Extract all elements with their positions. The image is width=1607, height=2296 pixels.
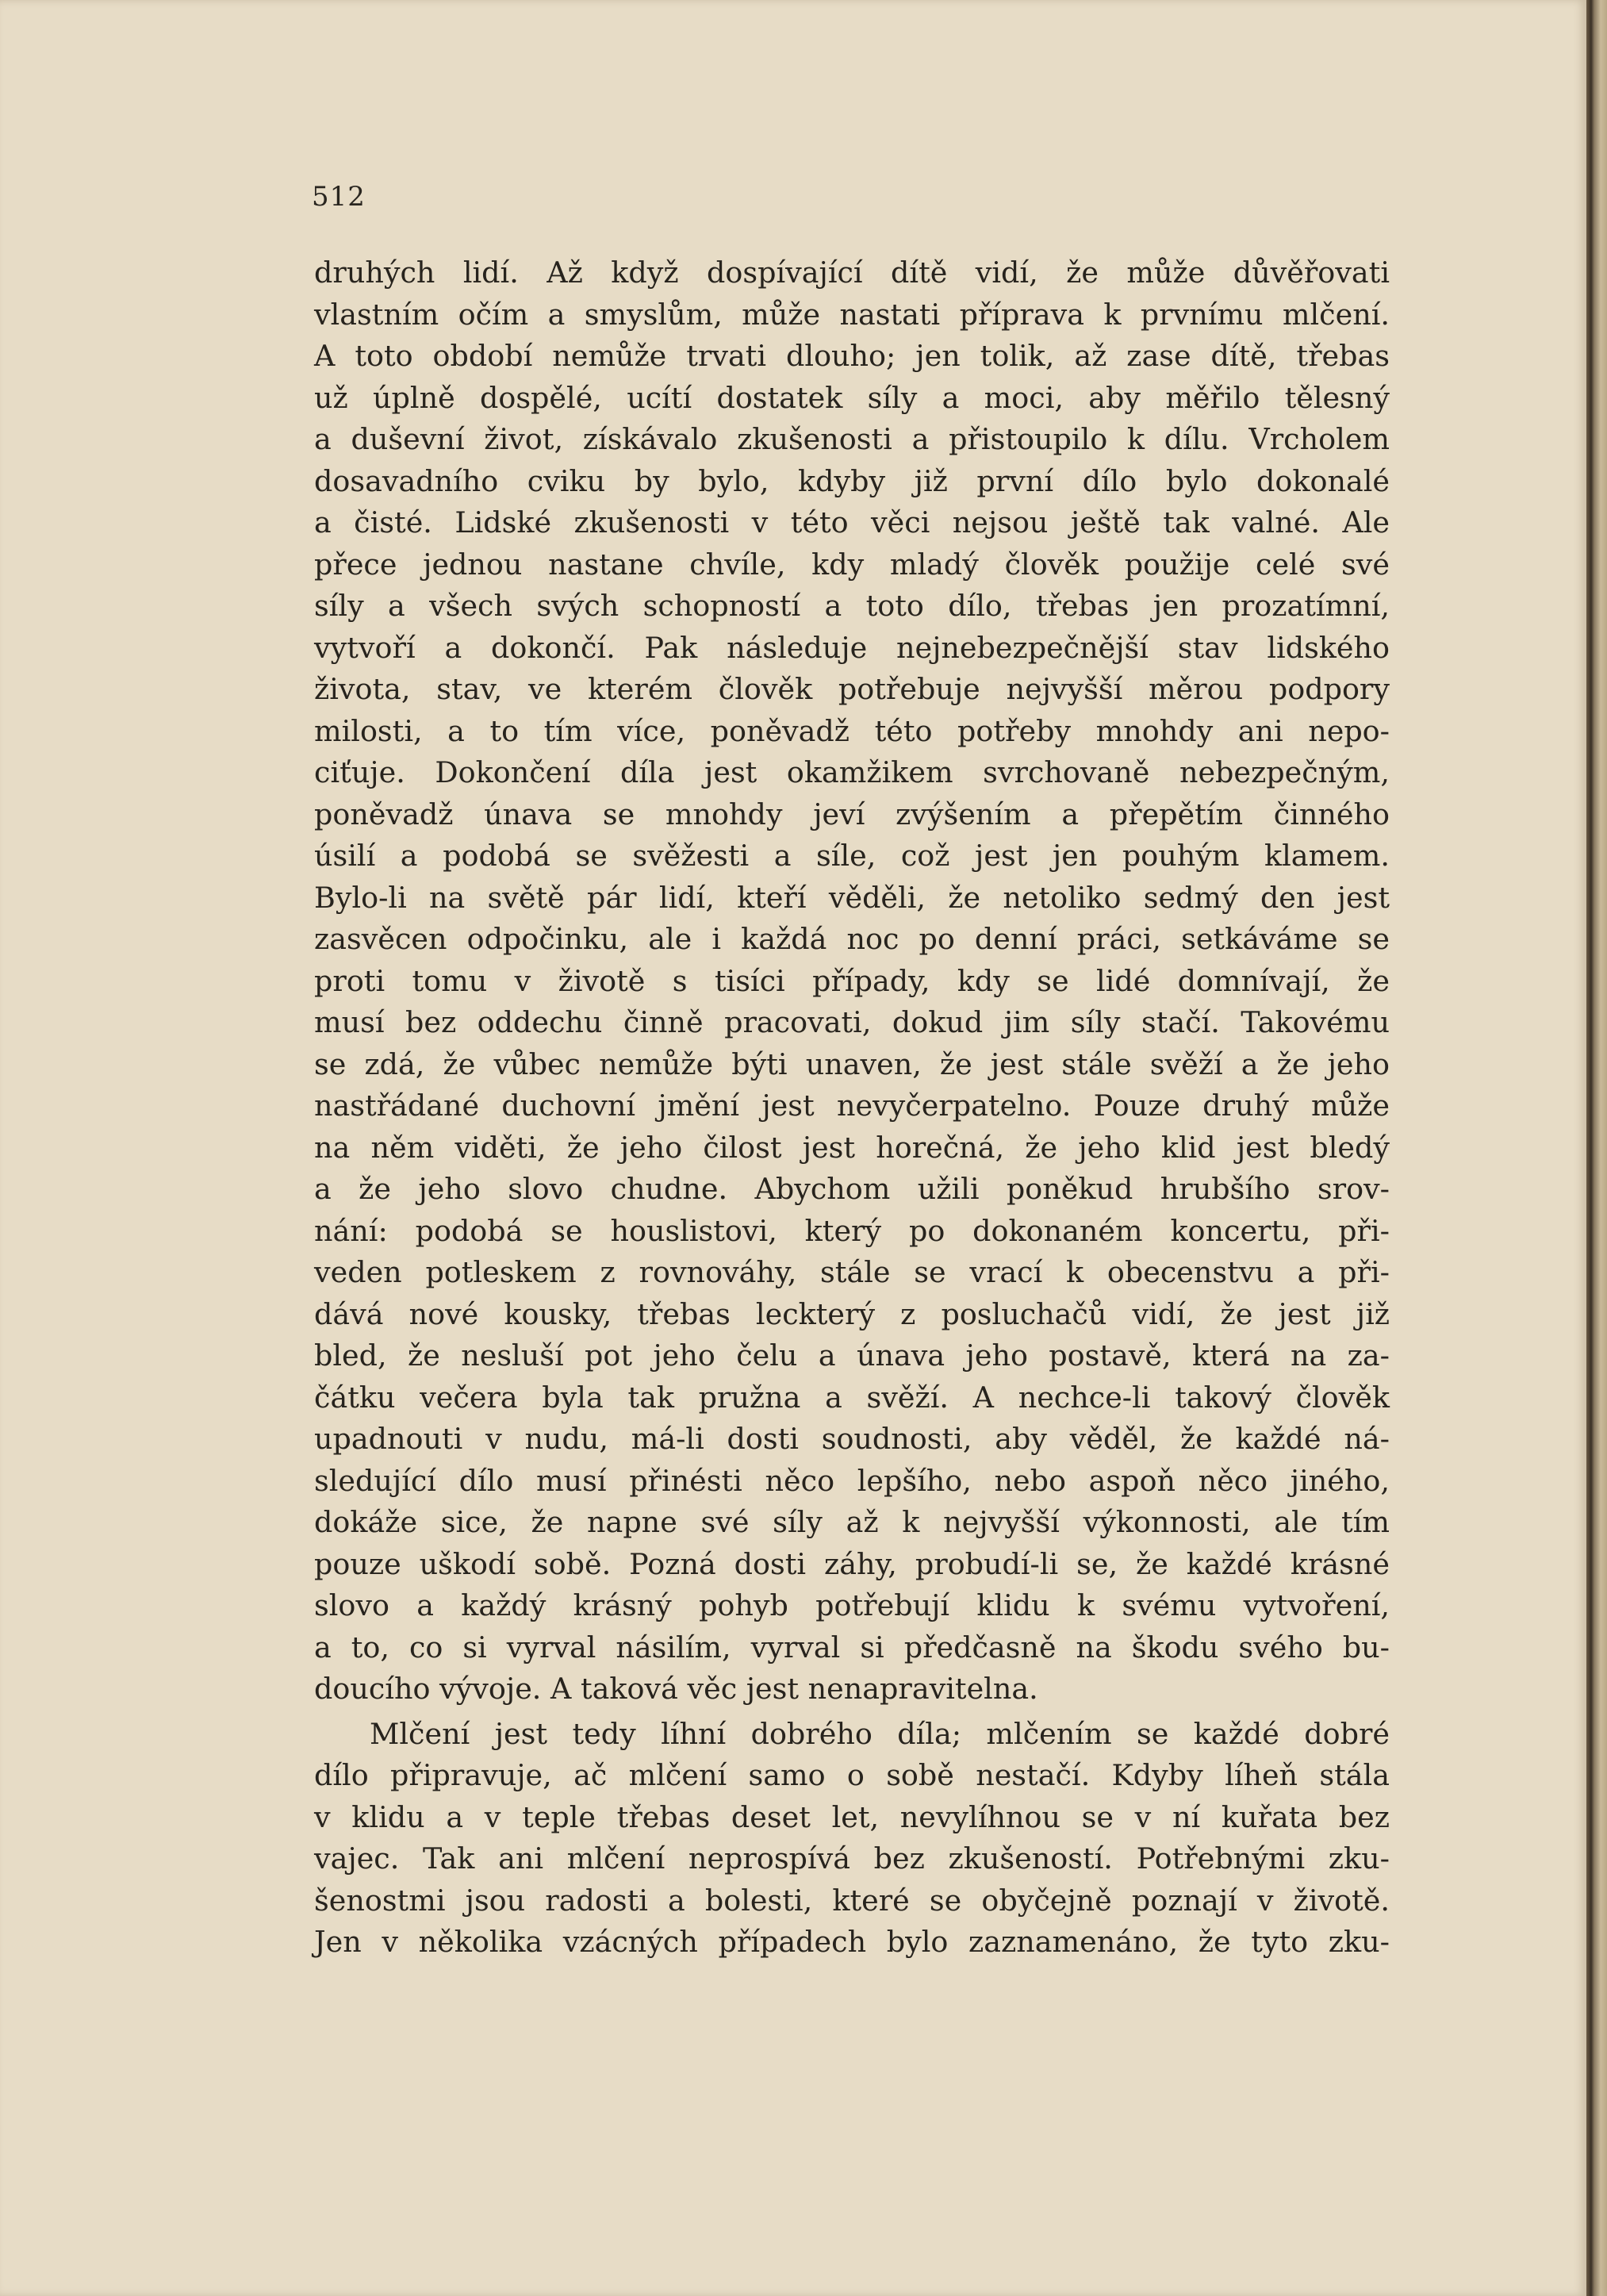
text-line: upadnouti v nudu, má-li dosti soudnosti, aby věděl, že každé ná- [314,1422,1390,1456]
text-line: pouze uškodí sobě. Pozná dosti záhy, probudí-li se, že každé krásné [314,1546,1390,1581]
text-line: Jen v několika vzácných případech bylo zaznamenáno, že tyto zku- [314,1925,1390,1959]
text-line: sledující dílo musí přinésti něco lepšího, nebo aspoň něco jiného, [314,1463,1390,1498]
text-line: síly a všech svých schopností a toto dílo, třebas jen prozatímní, [314,589,1390,623]
text-line: zasvěcen odpočinku, ale i každá noc po denní práci, setkáváme se [314,922,1390,956]
paragraph-first-line: Mlčení jest tedy líhní dobrého díla; mlčením se každé dobré [370,1716,1390,1751]
book-spine-edge [1586,0,1607,2296]
text-line: vlastním očím a smyslům, může nastati příprava k prvnímu mlčení. [314,297,1390,332]
text-line: dílo připravuje, ač mlčení samo o sobě nestačí. Kdyby líheň stála [314,1758,1390,1792]
text-line: poněvadž únava se mnohdy jeví zvýšením a přepětím činného [314,797,1390,831]
body-text [314,252,1390,1964]
text-line: ciťuje. Dokončení díla jest okamžikem svrchovaně nebezpečným, [314,755,1390,789]
text-line: šenostmi jsou radosti a bolesti, které se obyčejně poznají v životě. [314,1883,1390,1918]
text-line: druhých lidí. Až když dospívající dítě vidí, že může důvěřovati [314,255,1390,290]
text-line: musí bez oddechu činně pracovati, dokud jim síly stačí. Takovému [314,1005,1390,1039]
text-line: nání: podobá se houslistovi, který po dokonaném koncertu, při- [314,1213,1390,1248]
text-line: A toto období nemůže trvati dlouho; jen tolik, až zase dítě, třebas [314,339,1390,373]
page-number: 512 [312,181,366,213]
text-line: slovo a každý krásný pohyb potřebují klidu k svému vytvoření, [314,1588,1390,1622]
text-line: dosavadního cviku by bylo, kdyby již první dílo bylo dokonalé [314,463,1390,498]
text-line: a duševní život, získávalo zkušenosti a přistoupilo k dílu. Vrcholem [314,422,1390,456]
paragraph-last-line: doucího vývoje. A taková věc jest nenapravitelna. [314,1672,1038,1706]
text-line: na něm viděti, že jeho čilost jest horečná, že jeho klid jest bledý [314,1130,1390,1165]
text-line: čátku večera byla tak pružna a svěží. A nechce-li takový člověk [314,1380,1390,1415]
text-line: už úplně dospělé, ucítí dostatek síly a moci, aby měřilo tělesný [314,380,1390,415]
text-line: přece jednou nastane chvíle, kdy mladý člověk použije celé své [314,547,1390,582]
text-line: vajec. Tak ani mlčení neprospívá bez zkušeností. Potřebnými zku- [314,1841,1390,1876]
text-line: a to, co si vyrval násilím, vyrval si předčasně na škodu svého bu- [314,1630,1390,1664]
text-line: nastřádané duchovní jmění jest nevyčerpatelno. Pouze druhý může [314,1088,1390,1123]
text-line: v klidu a v teple třebas deset let, nevylíhnou se v ní kuřata bez [314,1799,1390,1834]
text-line: bled, že nesluší pot jeho čelu a únava jeho postavě, která na za- [314,1338,1390,1373]
text-line: vytvoří a dokončí. Pak následuje nejnebezpečnější stav lidského [314,630,1390,665]
text-line: proti tomu v životě s tisíci případy, kdy se lidé domnívají, že [314,963,1390,998]
text-line: se zdá, že vůbec nemůže býti unaven, že jest stále svěží a že jeho [314,1046,1390,1081]
text-line: dává nové kousky, třebas leckterý z posluchačů vidí, že jest již [314,1296,1390,1331]
text-line: milosti, a to tím více, poněvadž této potřeby mnohdy ani nepo- [314,713,1390,748]
text-line: Bylo-li na světě pár lidí, kteří věděli, že netoliko sedmý den jest [314,880,1390,915]
text-line: a že jeho slovo chudne. Abychom užili poněkud hrubšího srov- [314,1172,1390,1206]
text-line: úsilí a podobá se svěžesti a síle, což jest jen pouhým klamem. [314,839,1390,873]
text-line: veden potleskem z rovnováhy, stále se vrací k obecenstvu a při- [314,1255,1390,1289]
text-line: dokáže sice, že napne své síly až k nejvyšší výkonnosti, ale tím [314,1505,1390,1539]
text-line: života, stav, ve kterém člověk potřebuje nejvyšší měrou podpory [314,672,1390,706]
text-line: a čisté. Lidské zkušenosti v této věci nejsou ještě tak valné. Ale [314,505,1390,539]
